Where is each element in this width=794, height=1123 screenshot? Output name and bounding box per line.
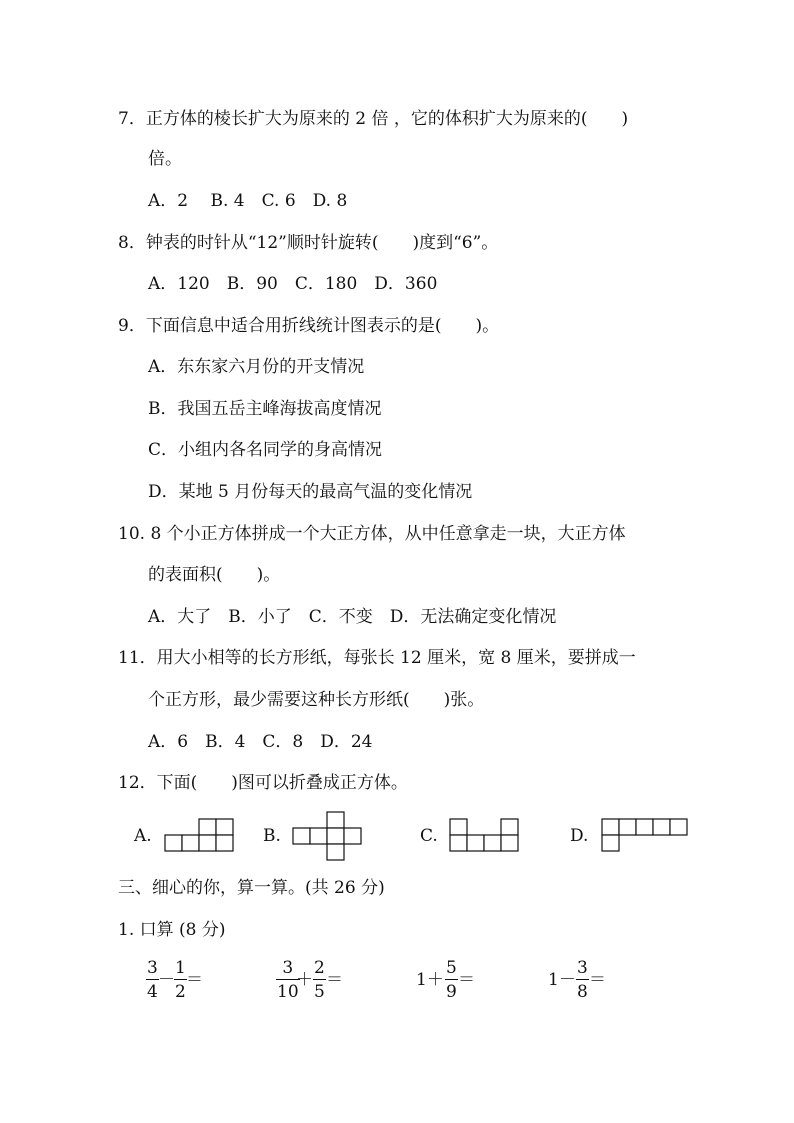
net-b-figure <box>292 811 364 861</box>
operator: ＋ <box>296 970 313 990</box>
q11-options: A．6 B．4 C．8 D．24 <box>148 732 373 752</box>
equals-sign: ＝ <box>326 970 343 990</box>
q9-option-d: D．某地 5 月份每天的最高气温的变化情况 <box>148 482 473 502</box>
q7-options: A．2 B. 4 C. 6 D. 8 <box>148 191 348 211</box>
equals-sign: ＝ <box>458 970 475 990</box>
net-c-figure <box>449 818 521 852</box>
fraction: 3 4 <box>147 958 158 1002</box>
fraction: 3 10 <box>277 958 299 1002</box>
net-b-label: B. <box>263 826 281 846</box>
fraction: 1 2 <box>175 958 186 1002</box>
equals-sign: ＝ <box>589 970 606 990</box>
q7-line1: 7．正方体的棱长扩大为原来的 2 倍 ，它的体积扩大为原来的( ) <box>118 109 629 129</box>
q8-options: A．120 B．90 C．180 D．360 <box>148 274 438 294</box>
lead-term: 1＋ <box>416 970 444 990</box>
q11-line2: 个正方形，最少需要这种长方形纸( )张。 <box>148 690 485 710</box>
fraction: 5 9 <box>446 958 457 1002</box>
q9-option-c: C．小组内各名同学的身高情况 <box>148 440 383 460</box>
equals-sign: ＝ <box>186 970 203 990</box>
net-d-figure <box>601 818 691 852</box>
q10-line2: 的表面积( )。 <box>148 565 281 585</box>
q9-option-b: B．我国五岳主峰海拔高度情况 <box>148 399 382 419</box>
q12-line1: 12．下面( )图可以折叠成正方体。 <box>118 773 408 793</box>
net-a-figure <box>164 818 236 852</box>
net-a-label: A. <box>134 826 152 846</box>
section3-sub1: 1. 口算 (8 分) <box>118 920 226 940</box>
q9-option-a: A．东东家六月份的开支情况 <box>148 357 365 377</box>
q9-line1: 9．下面信息中适合用折线统计图表示的是( )。 <box>118 316 500 336</box>
fraction: 2 5 <box>314 958 325 1002</box>
fraction: 3 8 <box>577 958 588 1002</box>
q10-options: A．大了 B．小了 C．不变 D．无法确定变化情况 <box>148 607 557 627</box>
net-d-label: D. <box>570 826 589 846</box>
q10-line1: 10. 8 个小正方体拼成一个大正方体，从中任意拿走一块，大正方体 <box>118 524 626 544</box>
net-c-label: C. <box>420 826 438 846</box>
q11-line1: 11．用大小相等的长方形纸，每张长 12 厘米，宽 8 厘米，要拼成一 <box>118 648 636 668</box>
q8-line1: 8．钟表的时针从“12”顺时针旋转( )度到“6”。 <box>118 233 499 253</box>
section3-heading: 三、细心的你，算一算。(共 26 分) <box>118 878 385 898</box>
operator: － <box>158 970 175 990</box>
lead-term: 1－ <box>548 970 576 990</box>
q7-line2: 倍。 <box>148 149 182 169</box>
